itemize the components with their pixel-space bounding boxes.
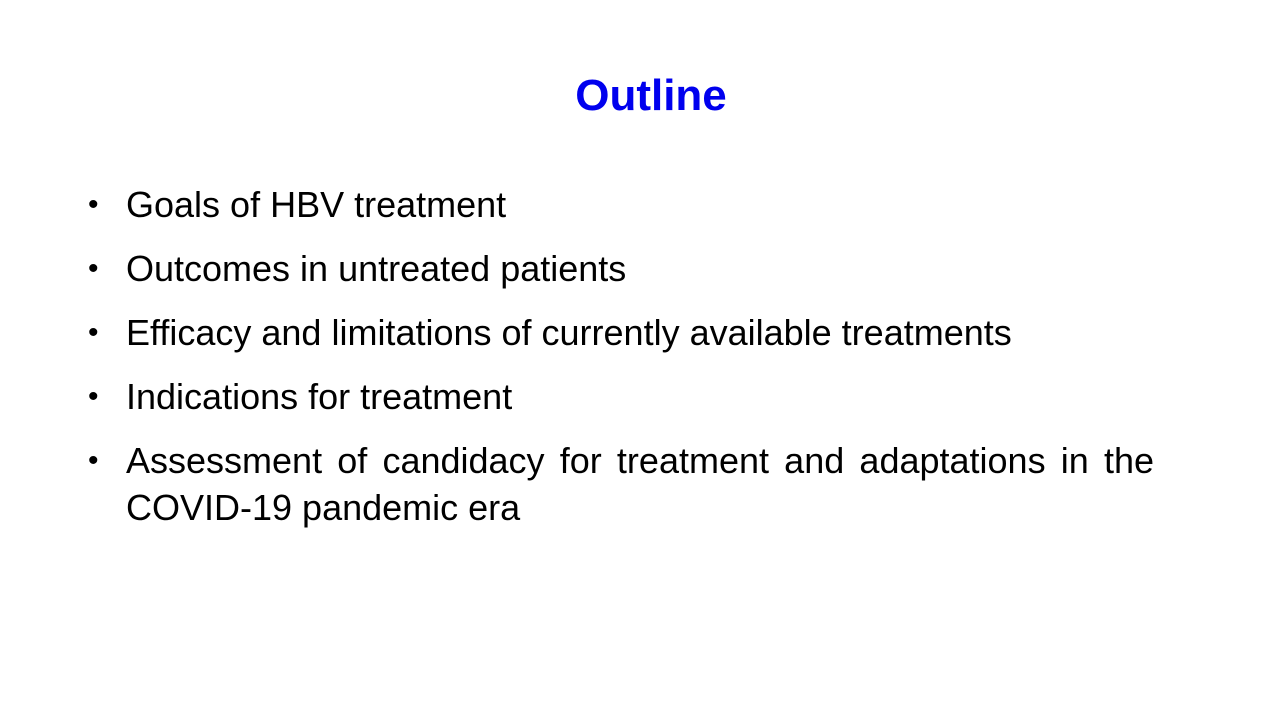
bullet-text: Efficacy and limitations of currently available treatments [126, 312, 1012, 353]
bullet-dot-icon: • [88, 316, 99, 349]
bullet-text: Goals of HBV treatment [126, 184, 507, 225]
bullet-dot-icon: • [88, 188, 99, 221]
bullet-item [88, 437, 1154, 531]
bullet-text: Indications for treatment [126, 376, 513, 417]
bullet-item [88, 309, 1154, 356]
slide-title: Outline [575, 71, 727, 120]
bullet-dot-icon: • [88, 380, 99, 413]
bullet-item [88, 245, 1154, 292]
bullet-list [88, 181, 1154, 548]
bullet-dot-icon: • [88, 252, 99, 285]
bullet-item [88, 181, 1154, 228]
bullet-text: Assessment of candidacy for treatment and adaptations in the COVID-19 pandemic era [126, 440, 1154, 528]
bullet-dot-icon: • [88, 444, 99, 477]
bullet-text: Outcomes in untreated patients [126, 248, 627, 289]
bullet-item [88, 373, 1154, 420]
